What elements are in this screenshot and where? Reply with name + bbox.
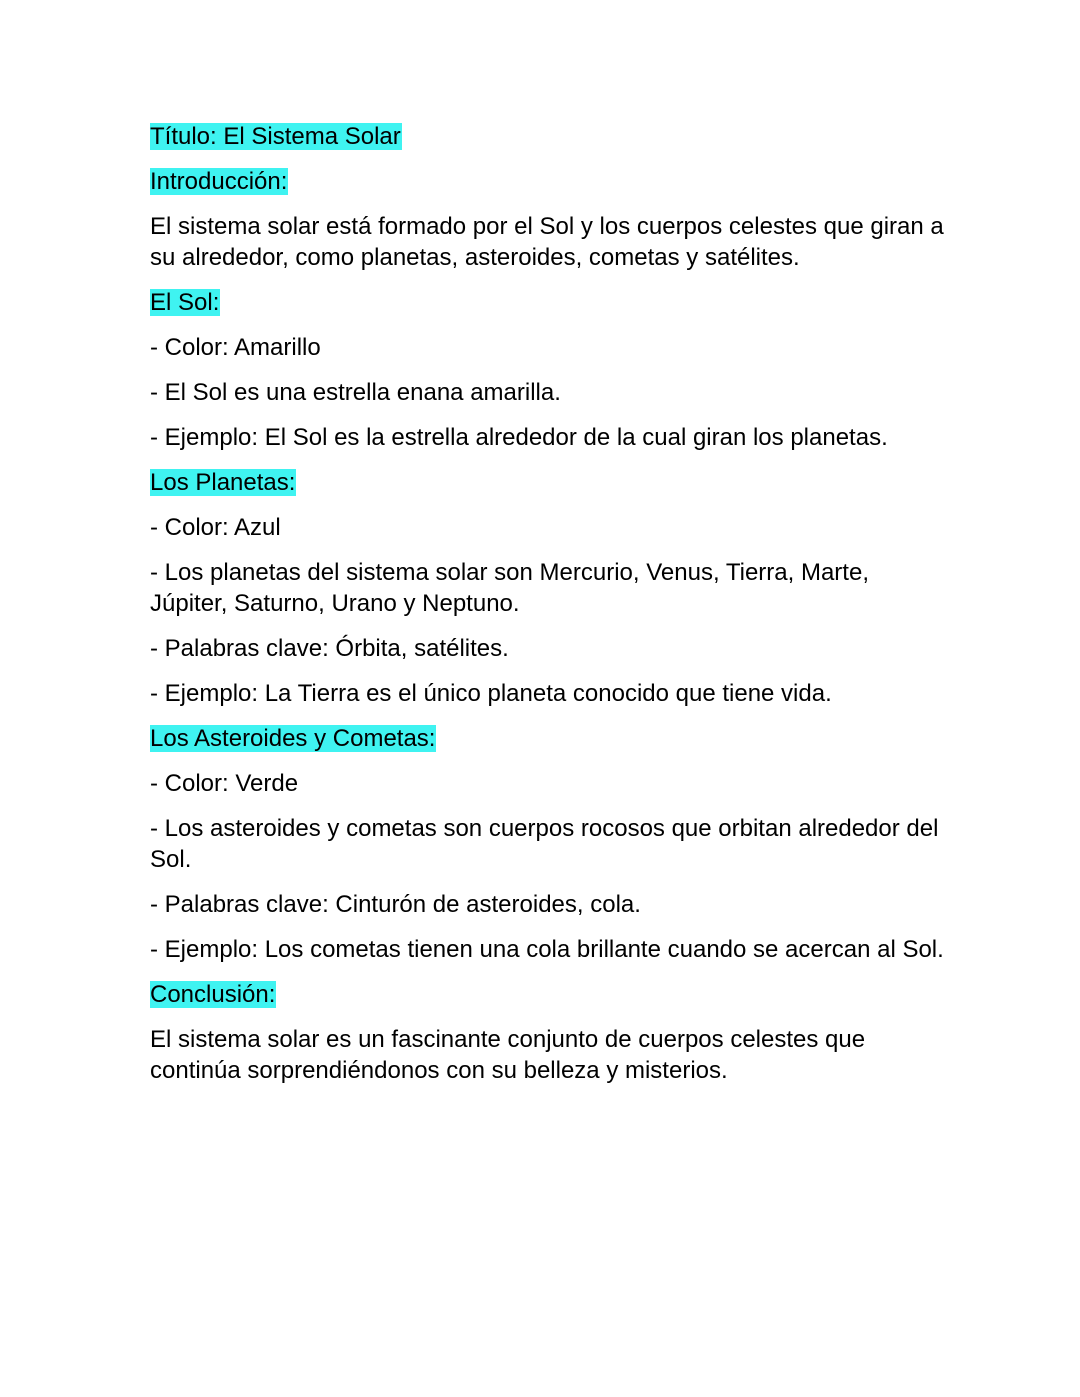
document-title: Título: El Sistema Solar	[150, 123, 401, 150]
section-heading-conclusion: Conclusión:	[150, 981, 276, 1008]
list-item: - Color: Verde	[150, 770, 299, 797]
list-item: - Palabras clave: Órbita, satélites.	[150, 635, 509, 662]
section-heading-el-sol: El Sol:	[150, 289, 220, 316]
section-heading-los-planetas: Los Planetas:	[150, 469, 296, 496]
list-item: - El Sol es una estrella enana amarilla.	[150, 379, 561, 406]
document-title-line	[150, 121, 950, 152]
conclusion-paragraph: El sistema solar es un fascinante conjunto de cuerpos celestes que continúa sorprendiéndonos con su belleza y misterios.	[150, 1026, 866, 1084]
section-heading-line	[150, 166, 950, 197]
list-item: - Color: Amarillo	[150, 334, 321, 361]
list-item: - Los asteroides y cometas son cuerpos rocosos que orbitan alrededor del Sol.	[150, 815, 939, 873]
document-page	[150, 121, 950, 1100]
section-heading-line	[150, 287, 950, 318]
list-item: - Ejemplo: El Sol es la estrella alrededor de la cual giran los planetas.	[150, 424, 888, 451]
section-heading-introduccion: Introducción:	[150, 168, 288, 195]
list-item: - Ejemplo: La Tierra es el único planeta conocido que tiene vida.	[150, 680, 832, 707]
section-heading-line	[150, 979, 950, 1010]
list-item: - Color: Azul	[150, 514, 281, 541]
list-item: - Los planetas del sistema solar son Mercurio, Venus, Tierra, Marte, Júpiter, Saturno, Urano y Neptuno.	[150, 559, 869, 617]
section-heading-asteroides-cometas: Los Asteroides y Cometas:	[150, 725, 436, 752]
intro-paragraph: El sistema solar está formado por el Sol y los cuerpos celestes que giran a su alrededor, como planetas, asteroides, cometas y satélites.	[150, 213, 944, 271]
list-item: - Ejemplo: Los cometas tienen una cola brillante cuando se acercan al Sol.	[150, 936, 944, 963]
section-heading-line	[150, 723, 950, 754]
list-item: - Palabras clave: Cinturón de asteroides, cola.	[150, 891, 641, 918]
section-heading-line	[150, 467, 950, 498]
